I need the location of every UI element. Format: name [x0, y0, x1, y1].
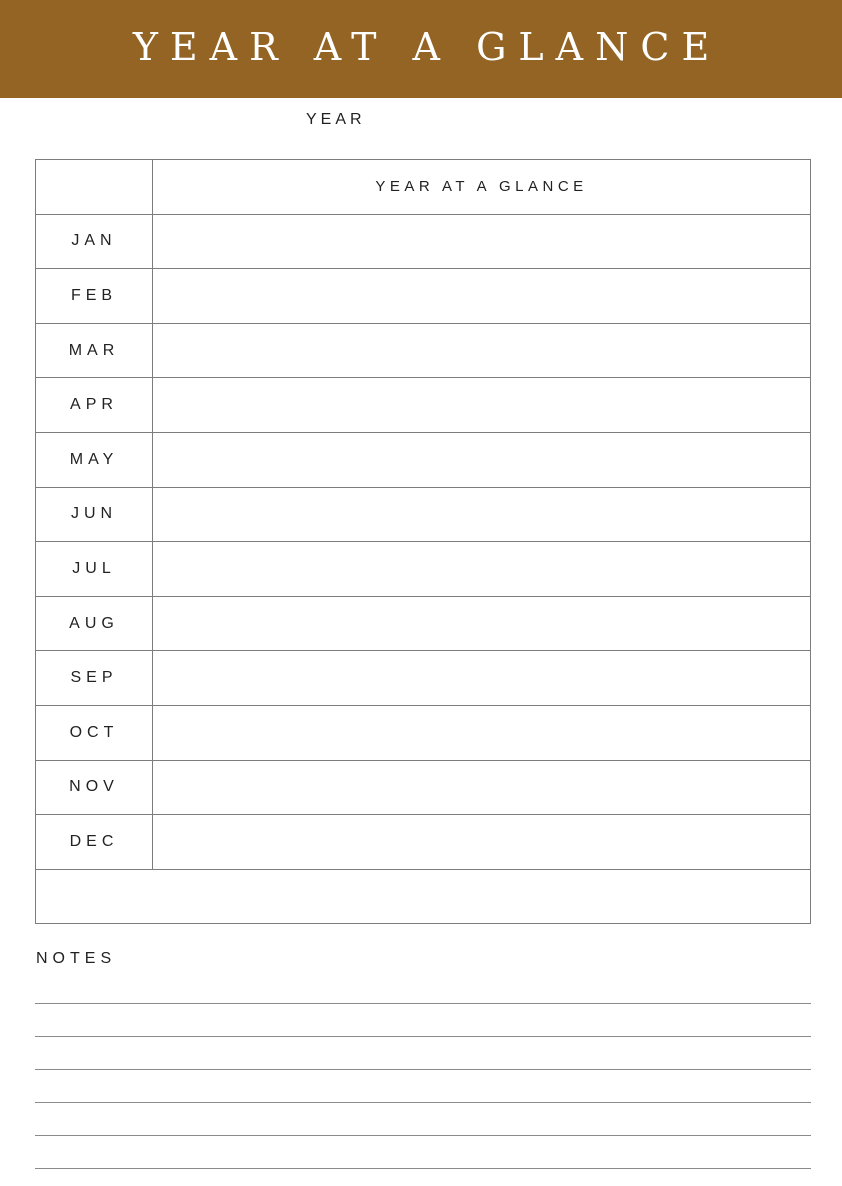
month-entry-cell[interactable] — [153, 596, 811, 651]
month-label: JAN — [36, 214, 153, 269]
month-entry-cell[interactable] — [153, 487, 811, 542]
month-entry-cell[interactable] — [153, 705, 811, 760]
notes-label: NOTES — [36, 950, 117, 967]
note-line[interactable] — [35, 1135, 811, 1136]
month-row — [36, 323, 811, 378]
month-entry-cell[interactable] — [153, 432, 811, 487]
month-label: APR — [36, 378, 153, 433]
month-label: FEB — [36, 269, 153, 324]
month-entry-cell[interactable] — [153, 214, 811, 269]
month-label: MAY — [36, 432, 153, 487]
month-entry-cell[interactable] — [153, 542, 811, 597]
month-label: AUG — [36, 596, 153, 651]
month-row — [36, 269, 811, 324]
month-label: JUL — [36, 542, 153, 597]
page-title: YEAR AT A GLANCE — [132, 25, 722, 69]
note-line[interactable] — [35, 1036, 811, 1037]
note-line[interactable] — [35, 1069, 811, 1070]
month-row — [36, 596, 811, 651]
month-entry-cell[interactable] — [153, 378, 811, 433]
month-row — [36, 487, 811, 542]
year-at-a-glance-table — [35, 159, 811, 924]
month-row — [36, 214, 811, 269]
month-row — [36, 815, 811, 870]
table-header-row — [36, 160, 811, 215]
note-line[interactable] — [35, 1102, 811, 1103]
month-row — [36, 760, 811, 815]
month-row — [36, 378, 811, 433]
month-label: NOV — [36, 760, 153, 815]
month-label: JUN — [36, 487, 153, 542]
month-label: SEP — [36, 651, 153, 706]
month-label: MAR — [36, 323, 153, 378]
month-entry-cell[interactable] — [153, 269, 811, 324]
year-label: YEAR — [306, 111, 366, 128]
note-line[interactable] — [35, 1003, 811, 1004]
month-row — [36, 432, 811, 487]
month-row — [36, 651, 811, 706]
month-entry-cell[interactable] — [153, 651, 811, 706]
column-header: YEAR AT A GLANCE — [153, 160, 811, 215]
footer-entry-cell[interactable] — [36, 869, 811, 924]
month-entry-cell[interactable] — [153, 760, 811, 815]
month-entry-cell[interactable] — [153, 323, 811, 378]
month-entry-cell[interactable] — [153, 815, 811, 870]
page-header — [0, 0, 842, 98]
month-row — [36, 705, 811, 760]
month-label: OCT — [36, 705, 153, 760]
month-label: DEC — [36, 815, 153, 870]
blank-footer-row — [36, 869, 811, 924]
note-line[interactable] — [35, 1168, 811, 1169]
month-row — [36, 542, 811, 597]
corner-cell — [36, 160, 153, 215]
